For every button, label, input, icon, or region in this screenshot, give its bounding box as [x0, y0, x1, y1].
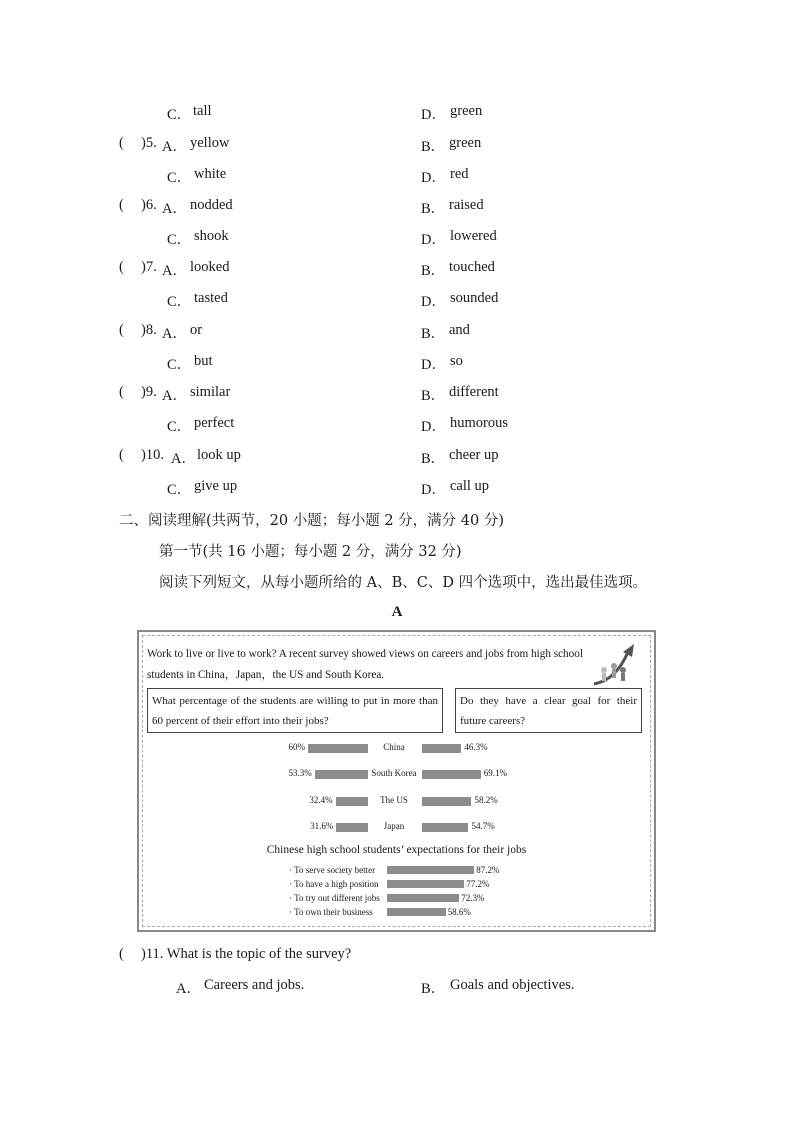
option-c[interactable]: perfect	[194, 415, 235, 431]
growth-arrow-icon	[590, 640, 642, 688]
goal-value-label: 54.7%	[471, 821, 495, 831]
question-number: )5.	[141, 135, 157, 151]
option-d-label: D．	[421, 232, 446, 248]
option-b-label: B．	[421, 139, 446, 155]
question-paren: (	[119, 135, 124, 151]
expectation-bar	[387, 866, 474, 874]
question-number: )7.	[141, 259, 157, 275]
option-d[interactable]: red	[450, 166, 469, 182]
effort-bar	[308, 744, 368, 753]
option-c-label: C．	[167, 107, 192, 123]
question-effort-box: What percentage of the students are willing to put in more than 60 percent of their effort into their jobs?	[147, 688, 443, 733]
q11-stem: )11. What is the topic of the survey?	[141, 946, 352, 962]
option-d-label: D．	[421, 294, 446, 310]
effort-value-label: 32.4%	[309, 795, 333, 805]
option-c-label: C．	[167, 419, 192, 435]
option-b-label: B．	[421, 981, 446, 997]
q4-option-d: green	[450, 103, 483, 119]
option-c-label: C．	[167, 482, 192, 498]
option-d[interactable]: sounded	[450, 290, 499, 306]
country-label: South Korea	[371, 768, 417, 778]
question-paren: (	[119, 259, 124, 275]
survey-intro: Work to live or live to work? A recent survey showed views on careers and jobs from high school students in China，Japan，the US and South Korea.	[147, 648, 583, 681]
question-paren: (	[119, 322, 124, 338]
option-c[interactable]: but	[194, 353, 213, 369]
option-a-label: A．	[162, 388, 187, 404]
q4-option-c: tall	[193, 103, 212, 119]
option-b-label: B．	[421, 201, 446, 217]
option-d-label: D．	[421, 170, 446, 186]
survey-infographic	[137, 630, 656, 932]
option-d-label: D．	[421, 357, 446, 373]
expectation-label: · To serve society better	[289, 865, 376, 875]
expectation-label: · To own their business	[289, 907, 373, 917]
q11-option-b[interactable]: Goals and objectives.	[450, 977, 575, 993]
goal-bar	[422, 744, 461, 753]
option-d[interactable]: so	[450, 353, 463, 369]
option-d[interactable]: call up	[450, 478, 490, 494]
section2-title: 二、阅读理解(共两节，20 小题；每小题 2 分，满分 40 分)	[119, 513, 504, 529]
option-a[interactable]: look up	[197, 447, 241, 463]
option-a-label: A．	[162, 263, 187, 279]
option-a[interactable]: nodded	[190, 197, 233, 213]
option-d[interactable]: lowered	[450, 228, 497, 244]
option-a-label: A．	[162, 201, 187, 217]
option-b-label: B．	[421, 388, 446, 404]
option-b[interactable]: and	[449, 322, 470, 338]
option-b-label: B．	[421, 263, 446, 279]
effort-value-label: 53.3%	[288, 768, 312, 778]
option-a[interactable]: looked	[190, 259, 230, 275]
expectation-label: · To have a high position	[289, 879, 379, 889]
goal-value-label: 46.3%	[464, 742, 488, 752]
option-b[interactable]: touched	[449, 259, 495, 275]
option-c[interactable]: tasted	[194, 290, 228, 306]
q11-paren: (	[119, 946, 124, 962]
question-paren: (	[119, 447, 124, 463]
question-goal-box: Do they have a clear goal for their future careers?	[455, 688, 642, 733]
q11-option-a[interactable]: Careers and jobs.	[204, 977, 305, 993]
option-d[interactable]: humorous	[450, 415, 508, 431]
option-b[interactable]: different	[449, 384, 499, 400]
option-b[interactable]: raised	[449, 197, 484, 213]
option-d-label: D．	[421, 482, 446, 498]
option-b-label: B．	[421, 451, 446, 467]
option-c-label: C．	[167, 294, 192, 310]
expectation-bar	[387, 894, 459, 902]
expectation-bar	[387, 908, 446, 916]
country-label: The US	[380, 795, 408, 805]
effort-value-label: 31.6%	[310, 821, 334, 831]
option-d-label: D．	[421, 419, 446, 435]
goal-bar	[422, 823, 468, 832]
option-c[interactable]: give up	[194, 478, 238, 494]
goal-bar	[422, 770, 481, 779]
country-label: Japan	[383, 821, 405, 831]
option-a-label: A．	[162, 139, 187, 155]
option-a-label: A．	[176, 981, 201, 997]
effort-value-label: 60%	[288, 742, 305, 752]
section2-part1: 第一节(共 16 小题；每小题 2 分，满分 32 分)	[159, 544, 462, 560]
effort-bar	[315, 770, 368, 779]
goal-bar	[422, 797, 471, 806]
expectation-bar	[387, 880, 464, 888]
option-c-label: C．	[167, 232, 192, 248]
question-number: )10.	[141, 447, 164, 463]
question-paren: (	[119, 384, 124, 400]
question-paren: (	[119, 197, 124, 213]
question-number: )9.	[141, 384, 157, 400]
expectation-value: 58.6%	[447, 907, 471, 917]
effort-bar	[336, 823, 368, 832]
option-c-label: C．	[167, 357, 192, 373]
option-c-label: C．	[167, 170, 192, 186]
option-a[interactable]: similar	[190, 384, 231, 400]
country-label: China	[383, 742, 405, 752]
option-b[interactable]: green	[449, 135, 482, 151]
goal-value-label: 69.1%	[483, 768, 507, 778]
option-a-label: A．	[162, 326, 187, 342]
option-a-label: A．	[171, 451, 196, 467]
expectations-title: Chinese high school students’ expectations for their jobs	[266, 844, 527, 856]
expectation-value: 87.2%	[476, 865, 500, 875]
option-a[interactable]: or	[190, 322, 203, 338]
effort-bar	[336, 797, 368, 806]
question-number: )6.	[141, 197, 157, 213]
expectation-value: 77.2%	[466, 879, 490, 889]
passage-label: A	[391, 604, 403, 620]
goal-value-label: 58.2%	[474, 795, 498, 805]
option-b-label: B．	[421, 326, 446, 342]
question-number: )8.	[141, 322, 157, 338]
option-d-label: D．	[421, 107, 446, 123]
option-c[interactable]: white	[194, 166, 227, 182]
expectation-value: 72.3%	[461, 893, 485, 903]
option-c[interactable]: shook	[194, 228, 229, 244]
option-a[interactable]: yellow	[190, 135, 230, 151]
section2-instructions: 阅读下列短文，从每小题所给的 A、B、C、D 四个选项中，选出最佳选项。	[159, 575, 648, 591]
option-b[interactable]: cheer up	[449, 447, 499, 463]
expectation-label: · To try out different jobs	[289, 893, 380, 903]
